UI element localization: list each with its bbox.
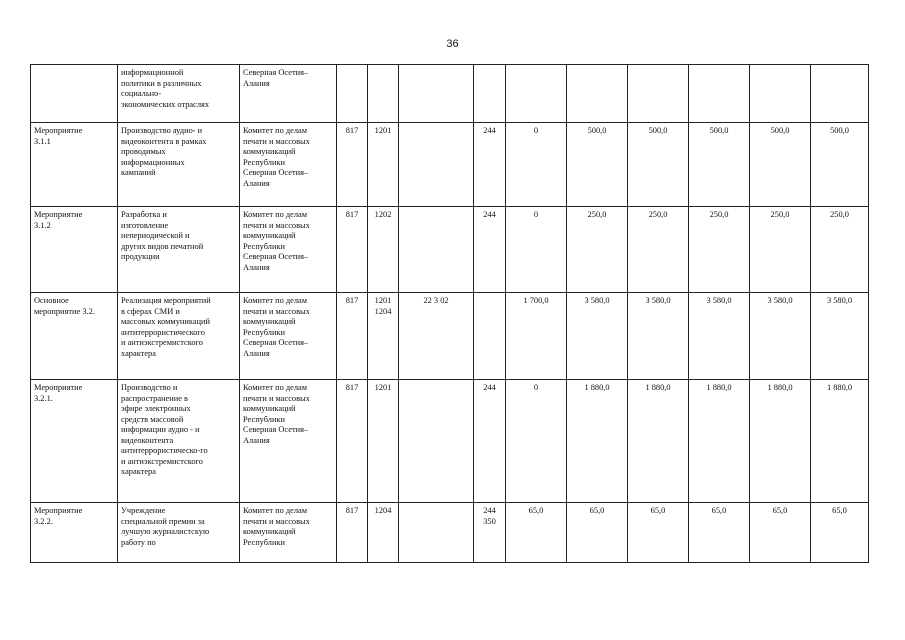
table-row <box>31 503 869 563</box>
amount-cell: 3 580,0 <box>811 293 869 380</box>
grbs-cell <box>337 65 368 123</box>
amount-cell: 1 880,0 <box>811 380 869 503</box>
amount-cell: 250,0 <box>628 207 689 293</box>
amount-cell: 250,0 <box>689 207 750 293</box>
rzpr-cell <box>368 65 399 123</box>
executor-cell: Комитет по делам печати и массовых коммуникаций Республики Северная Осетия– Алания <box>240 380 337 503</box>
amount-cell: 500,0 <box>567 123 628 207</box>
vr-cell: 244 <box>474 123 506 207</box>
rzpr-cell: 1204 <box>368 503 399 563</box>
amount-cell <box>506 65 567 123</box>
grbs-cell: 817 <box>337 293 368 380</box>
amount-cell: 3 580,0 <box>628 293 689 380</box>
grbs-cell: 817 <box>337 207 368 293</box>
amount-cell: 250,0 <box>567 207 628 293</box>
executor-cell: Северная Осетия– Алания <box>240 65 337 123</box>
rzpr-cell: 1201 1204 <box>368 293 399 380</box>
amount-cell: 3 580,0 <box>750 293 811 380</box>
csr-cell <box>399 123 474 207</box>
amount-cell: 500,0 <box>750 123 811 207</box>
vr-cell <box>474 65 506 123</box>
page-number: 36 <box>446 38 459 50</box>
amount-cell: 250,0 <box>811 207 869 293</box>
amount-cell: 3 580,0 <box>567 293 628 380</box>
grbs-cell: 817 <box>337 123 368 207</box>
table-row <box>31 123 869 207</box>
executor-cell: Комитет по делам печати и массовых коммуникаций Республики Северная Осетия– Алания <box>240 293 337 380</box>
amount-cell <box>628 65 689 123</box>
measure-name-cell: Мероприятие 3.2.2. <box>31 503 118 563</box>
csr-cell <box>399 65 474 123</box>
table-row <box>31 293 869 380</box>
measure-description-cell: информационной политики в различных социально- экономических отраслях <box>118 65 240 123</box>
executor-cell: Комитет по делам печати и массовых коммуникаций Республики <box>240 503 337 563</box>
table-row <box>31 207 869 293</box>
rzpr-cell: 1201 <box>368 380 399 503</box>
amount-cell <box>750 65 811 123</box>
amount-cell: 500,0 <box>811 123 869 207</box>
amount-cell: 65,0 <box>567 503 628 563</box>
csr-cell <box>399 380 474 503</box>
amount-cell: 250,0 <box>750 207 811 293</box>
grbs-cell: 817 <box>337 380 368 503</box>
measure-description-cell: Разработка и изготовление непериодической и других видов печатной продукции <box>118 207 240 293</box>
table-row <box>31 65 869 123</box>
executor-cell: Комитет по делам печати и массовых коммуникаций Республики Северная Осетия– Алания <box>240 207 337 293</box>
executor-cell: Комитет по делам печати и массовых коммуникаций Республики Северная Осетия– Алания <box>240 123 337 207</box>
measure-description-cell: Учреждение специальной премии за лучшую журналистскую работу по <box>118 503 240 563</box>
amount-cell: 65,0 <box>689 503 750 563</box>
amount-cell <box>567 65 628 123</box>
amount-cell: 65,0 <box>811 503 869 563</box>
measure-name-cell: Мероприятие 3.1.1 <box>31 123 118 207</box>
rzpr-cell: 1202 <box>368 207 399 293</box>
measure-name-cell <box>31 65 118 123</box>
csr-cell: 22 3 02 <box>399 293 474 380</box>
amount-cell: 0 <box>506 123 567 207</box>
vr-cell: 244 <box>474 380 506 503</box>
amount-cell: 500,0 <box>689 123 750 207</box>
measure-name-cell: Основное мероприятие 3.2. <box>31 293 118 380</box>
amount-cell: 65,0 <box>628 503 689 563</box>
amount-cell <box>689 65 750 123</box>
vr-cell: 244 <box>474 207 506 293</box>
amount-cell: 0 <box>506 207 567 293</box>
amount-cell: 3 580,0 <box>689 293 750 380</box>
vr-cell <box>474 293 506 380</box>
rzpr-cell: 1201 <box>368 123 399 207</box>
measure-description-cell: Производство и распространение в эфире электронных средств массовой информации аудио - и видеоконтента антитеррористическо-го и антиэкстремистского характера <box>118 380 240 503</box>
grbs-cell: 817 <box>337 503 368 563</box>
csr-cell <box>399 503 474 563</box>
amount-cell <box>811 65 869 123</box>
amount-cell: 0 <box>506 380 567 503</box>
amount-cell: 500,0 <box>628 123 689 207</box>
measure-description-cell: Реализация мероприятий в сферах СМИ и массовых коммуникаций антитеррористического и антиэкстремистского характера <box>118 293 240 380</box>
measure-name-cell: Мероприятие 3.2.1. <box>31 380 118 503</box>
measure-description-cell: Производство аудио- и видеоконтента в рамках проводимых информационных кампаний <box>118 123 240 207</box>
vr-cell: 244 350 <box>474 503 506 563</box>
amount-cell: 65,0 <box>750 503 811 563</box>
amount-cell: 1 880,0 <box>689 380 750 503</box>
amount-cell: 65,0 <box>506 503 567 563</box>
amount-cell: 1 700,0 <box>506 293 567 380</box>
amount-cell: 1 880,0 <box>628 380 689 503</box>
amount-cell: 1 880,0 <box>750 380 811 503</box>
amount-cell: 1 880,0 <box>567 380 628 503</box>
budget-table <box>30 64 869 563</box>
measure-name-cell: Мероприятие 3.1.2 <box>31 207 118 293</box>
csr-cell <box>399 207 474 293</box>
table-row <box>31 380 869 503</box>
